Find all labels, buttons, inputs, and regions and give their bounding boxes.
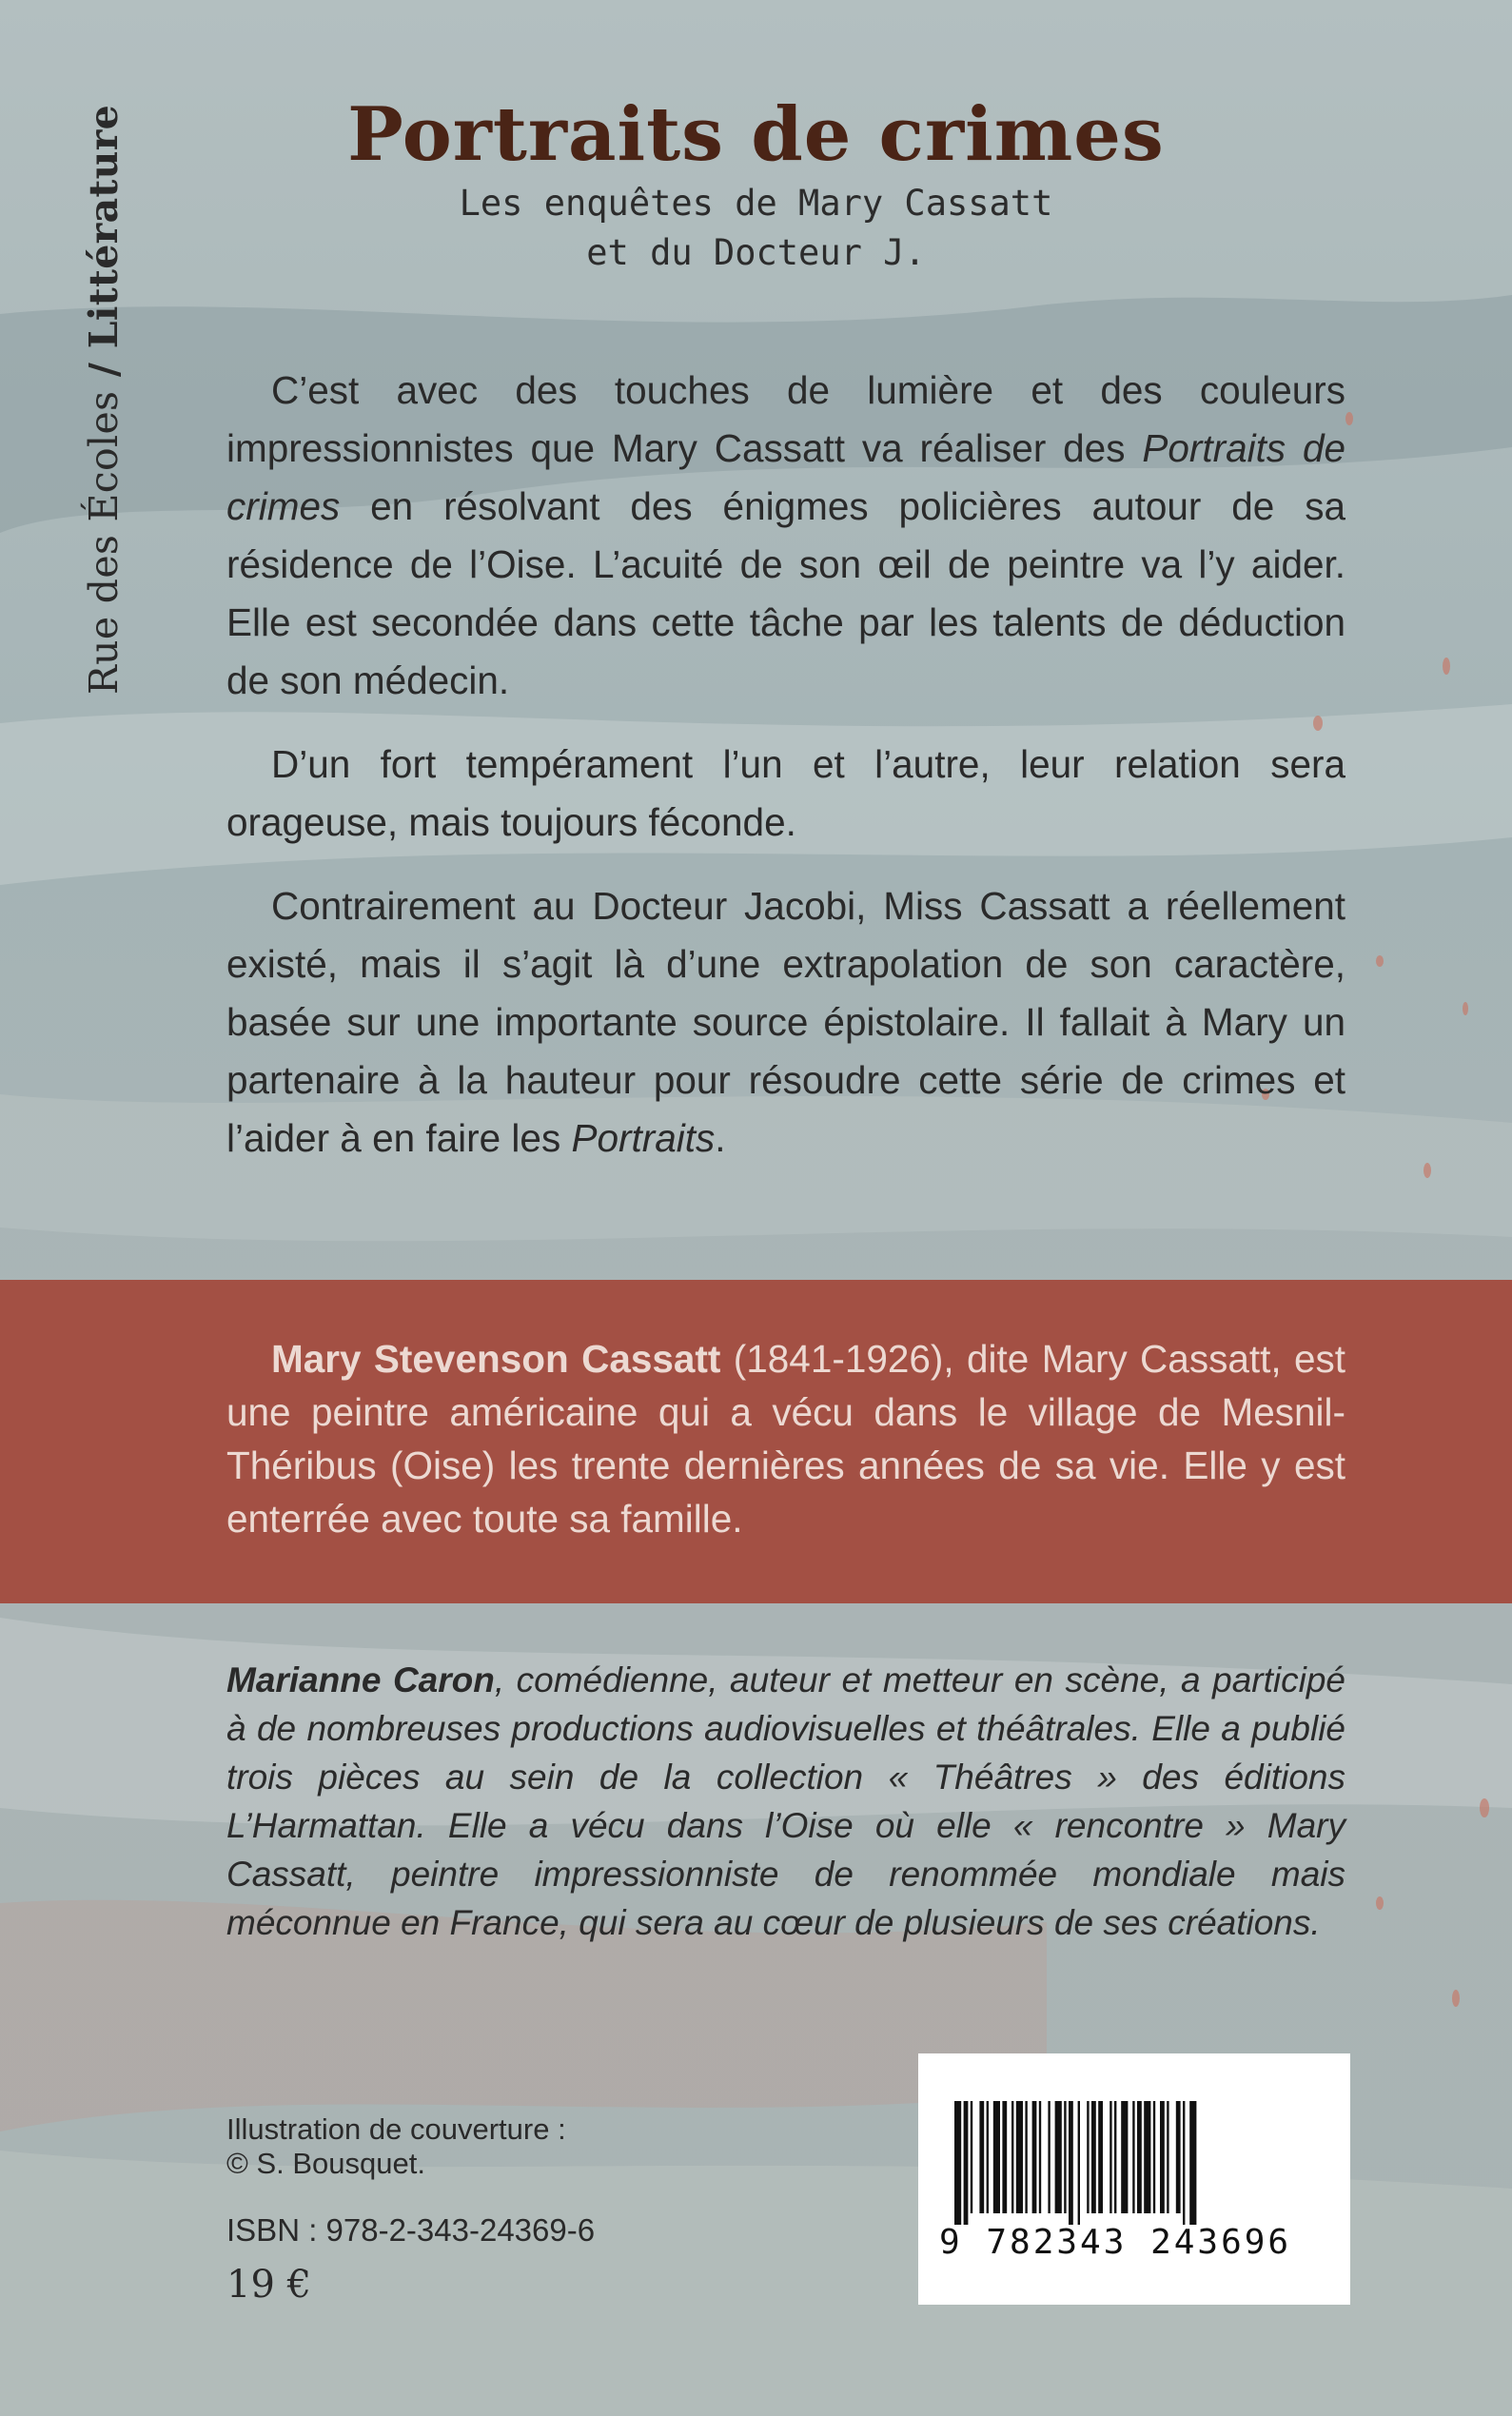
barcode-bar <box>979 2101 984 2213</box>
barcode-bar <box>1153 2101 1155 2213</box>
cassatt-biography-paragraph <box>226 1332 1345 1545</box>
barcode-bar <box>1109 2101 1111 2213</box>
blurb-p3-emphasis: Portraits <box>571 1116 716 1160</box>
cassatt-name: Mary Stevenson Cassatt <box>271 1337 721 1381</box>
barcode <box>918 2053 1350 2305</box>
subtitle-line-2: et du Docteur J. <box>586 232 926 273</box>
barcode-bar <box>971 2101 972 2213</box>
barcode-bar <box>1039 2101 1041 2213</box>
barcode-bar <box>1183 2101 1185 2225</box>
blurb-p1-emphasis: Portraits de crimes <box>226 426 1345 528</box>
barcode-bar <box>1032 2101 1037 2213</box>
barcode-bar <box>1087 2101 1089 2213</box>
barcode-bar <box>1069 2101 1073 2225</box>
barcode-bar <box>987 2101 989 2213</box>
barcode-bar <box>1144 2101 1150 2213</box>
barcode-bar <box>1048 2101 1050 2213</box>
blurb-p3-text-a: Contrairement au Docteur Jacobi, Miss Cassatt a réellement existé, mais il s’agit là d’une extrapolation de son caractère, basée sur une importante source épistolaire. Il fallait à Mary un partenaire à la hauteur pour résoudre cette série de crimes et l’aider à en faire les <box>226 884 1345 1160</box>
barcode-bars <box>937 2101 1331 2225</box>
barcode-bar <box>1011 2101 1013 2213</box>
author-bio-text: , comédienne, auteur et metteur en scène, a participé à de nombreuses productions audiovisuelles et théâtrales. Elle a publié trois pièces au sein de la collection « Théâtres » des éditions L’Harmattan. Elle a vécu dans l’Oise où elle « rencontre » Mary Cassatt, peintre impressionniste de renommée mondiale mais méconnue en France, qui sera au cœur de plusieurs de ses créations. <box>226 1660 1345 1942</box>
blurb-paragraph-3 <box>226 877 1345 1168</box>
barcode-bar <box>1078 2101 1080 2225</box>
cassatt-biography <box>226 1332 1345 1545</box>
barcode-bar <box>1055 2101 1062 2213</box>
blurb-p1-text-b: en résolvant des énigmes policières autour de sa résidence de l’Oise. L’acuité de son œil de peintre va l’y aider. Elle est secondée dans cette tâche par les talents de déduction de son médecin. <box>226 484 1345 702</box>
illustration-label: Illustration de couverture : <box>226 2112 566 2146</box>
barcode-bar <box>1002 2101 1007 2213</box>
cassatt-bio-text: (1841-1926), dite Mary Cassatt, est une peintre américaine qui a vécu dans le village de Mesnil-Théribus (Oise) les trente dernières années de sa vie. Elle y est enterrée avec toute sa famille. <box>226 1337 1345 1541</box>
spine-collection-name: Littérature <box>81 104 127 349</box>
barcode-bar <box>1167 2101 1168 2213</box>
blurb-p1-text-a: C’est avec des touches de lumière et des couleurs impressionnistes que Mary Cassatt va réaliser des <box>226 368 1345 470</box>
blurb-paragraph-2: D’un fort tempérament l’un et l’autre, leur relation sera orageuse, mais toujours féconde. <box>226 742 1345 844</box>
barcode-bar <box>1137 2101 1142 2213</box>
barcode-bar <box>1114 2101 1116 2213</box>
barcode-bar <box>1064 2101 1066 2213</box>
subtitle-line-1: Les enquêtes de Mary Cassatt <box>459 183 1053 224</box>
barcode-bar <box>964 2101 969 2225</box>
barcode-bar <box>1025 2101 1027 2213</box>
barcode-bar <box>1091 2101 1096 2213</box>
barcode-bar <box>1098 2101 1103 2213</box>
price: 19 € <box>226 2263 312 2307</box>
barcode-bar <box>1132 2101 1134 2213</box>
barcode-bar <box>1121 2101 1128 2213</box>
barcode-digits: 9 782343 243696 <box>939 2223 1292 2262</box>
author-name: Marianne Caron <box>226 1660 495 1699</box>
book-title: Portraits de crimes <box>347 91 1165 178</box>
illustration-credit: © S. Bousquet. <box>226 2147 425 2180</box>
blurb-p3-text-b: . <box>715 1116 726 1160</box>
blurb-paragraph-1 <box>226 362 1345 710</box>
barcode-bar <box>1160 2101 1165 2213</box>
barcode-bar <box>1189 2101 1196 2225</box>
blurb <box>226 362 1345 1193</box>
isbn: ISBN : 978-2-343-24369-6 <box>226 2212 596 2248</box>
spine-publisher: Rue des Écoles <box>81 390 127 695</box>
barcode-bar <box>1016 2101 1023 2213</box>
author-bio <box>226 1656 1345 1947</box>
spine-separator: / <box>81 348 127 391</box>
barcode-bar <box>954 2101 961 2225</box>
barcode-bar <box>993 2101 1000 2213</box>
barcode-bar <box>1176 2101 1181 2213</box>
